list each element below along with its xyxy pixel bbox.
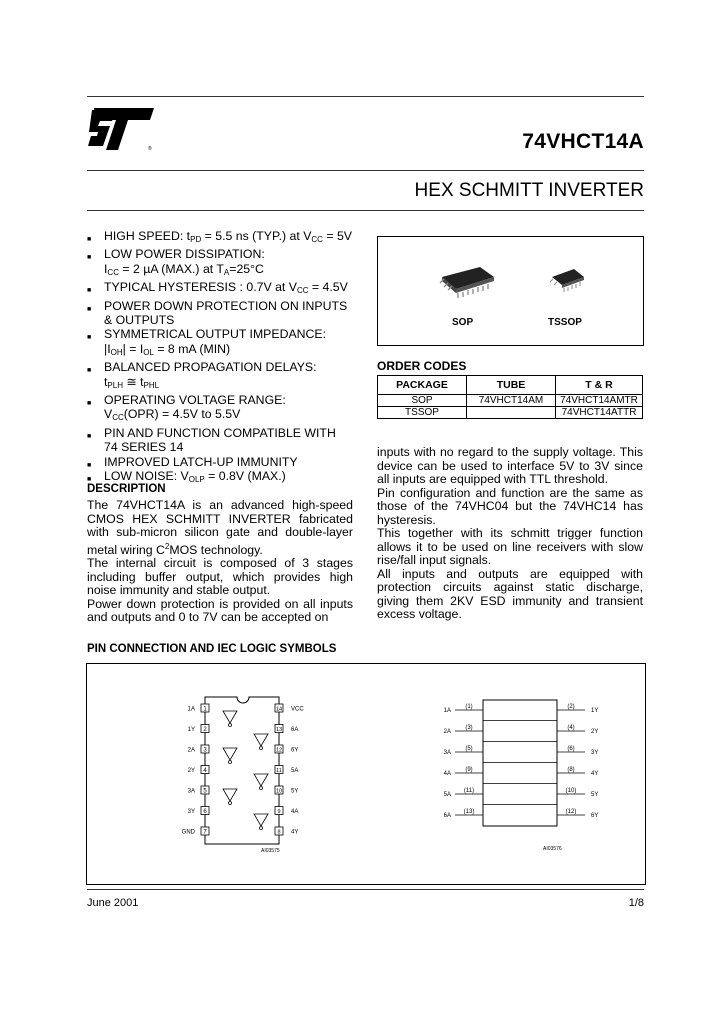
package-images-box [377, 236, 644, 346]
document-subtitle: HEX SCHMITT INVERTER [414, 180, 644, 201]
sop-label: SOP [452, 317, 474, 328]
inverter-gates [223, 711, 268, 830]
bullet-icon: ■ [87, 254, 92, 262]
pin-number: 4 [203, 768, 207, 774]
table-cell: SOP [378, 395, 467, 407]
tssop-package-image [548, 267, 588, 293]
iec-input-number: (9) [465, 767, 473, 773]
paragraph: This together with its schmitt trigger function allows it to be used on line receivers with slow rise/fall input signals. [377, 526, 643, 567]
iec-output-label: 4Y [591, 771, 599, 777]
iec-output-label: 1Y [591, 708, 599, 714]
pin-label: 3A [187, 788, 195, 795]
svg-text:®: ® [148, 146, 152, 152]
pin-label: 1A [187, 706, 195, 713]
table-header: PACKAGE [378, 376, 467, 395]
iec-input-label: 6A [443, 813, 451, 819]
table-row [378, 395, 643, 407]
tssop-label: TSSOP [548, 317, 582, 328]
pin-section-title: PIN CONNECTION AND IEC LOGIC SYMBOLS [87, 643, 337, 655]
iec-input-label: 3A [443, 750, 451, 756]
pin-label: 6Y [291, 747, 299, 754]
pin-label: 2A [187, 747, 195, 754]
sop-package-image [438, 265, 498, 299]
iec-input-number: (1) [465, 704, 473, 710]
part-number: 74VHCT14A [522, 130, 644, 153]
feature-item: ■ HIGH SPEED: $t_{PD} = 5.5$ ns (TYP.) at $V_{CC} = 5V$ [87, 229, 362, 247]
order-codes-title: ORDER CODES [377, 359, 467, 373]
top-rule [87, 96, 644, 97]
feature-item: ■ PIN AND FUNCTION COMPATIBLE WITH 74 SERIES 14 [87, 425, 336, 455]
iec-symbol-box [483, 700, 557, 826]
paragraph: The internal circuit is composed of 3 stages including buffer output, which provides high noise immunity and stable output. [87, 556, 353, 597]
iec-output-number: (12) [565, 809, 577, 815]
bullet-icon: ■ [87, 287, 92, 295]
paragraph: All inputs and outputs are equipped with protection circuits against static discharge, giving them 2KV ESD immunity and transient excess voltage. [377, 566, 643, 621]
bullet-icon: ■ [87, 334, 92, 342]
pin-number: 7 [203, 829, 207, 836]
iec-output-number: (2) [567, 704, 575, 710]
iec-output-number: (8) [567, 767, 575, 773]
title-rule [87, 170, 644, 171]
iec-input-number: (11) [463, 788, 475, 794]
table-header: TUBE [467, 376, 556, 395]
iec-input-label: 5A [443, 792, 451, 798]
pin-number: 11 [276, 768, 282, 774]
description-title: DESCRIPTION [87, 483, 166, 495]
pin-label: 1Y [187, 727, 195, 733]
fig-code-right: AI03576 [543, 846, 562, 852]
pin-label: 4Y [291, 829, 299, 836]
iec-output-label: 6Y [591, 813, 599, 819]
description-left-column [87, 499, 353, 625]
pin-number: 13 [275, 727, 283, 733]
feature-item: ■ LOW NOISE: $V_{OLP} = 0.8V$ (MAX.) [87, 469, 362, 487]
iec-input-label: 1A [443, 708, 451, 714]
pin-number: 5 [203, 788, 207, 795]
pin-number: 3 [203, 747, 207, 754]
iec-input-number: (3) [465, 725, 473, 731]
feature-item: ■ SYMMETRICAL OUTPUT IMPEDANCE: $|I_{OH}| = I_{OL} = 8$ mA (MIN) [87, 327, 327, 357]
pin-number: 1 [203, 706, 207, 713]
footer-page-number: 1/8 [628, 897, 644, 909]
bullet-icon: ■ [87, 461, 92, 469]
table-cell: 74VHCT14AMTR [556, 395, 643, 407]
pin-label: 6A [291, 727, 299, 733]
iec-input-label: 4A [443, 771, 451, 777]
subtitle-rule [87, 210, 644, 211]
pin-number: 10 [275, 788, 283, 795]
bullet-icon: ■ [87, 236, 92, 243]
table-header-row [378, 376, 643, 395]
table-cell: TSSOP [378, 407, 467, 419]
footer-date: June 2001 [87, 897, 139, 909]
pin-diagram-box [86, 663, 646, 885]
iec-output-label: 3Y [591, 750, 599, 756]
pin-number: 8 [277, 829, 281, 836]
bullet-icon: ■ [87, 305, 92, 313]
order-codes-table [377, 375, 643, 419]
bullet-icon: ■ [87, 432, 92, 440]
feature-item: ■ POWER DOWN PROTECTION ON INPUTS & OUTPUTS [87, 298, 348, 328]
pin-number: 2 [203, 727, 207, 733]
bullet-icon: ■ [87, 400, 92, 408]
iec-output-number: (4) [567, 725, 575, 731]
feature-item: ■ IMPROVED LATCH-UP IMMUNITY [87, 455, 362, 469]
table-cell: 74VHCT14ATTR [556, 407, 643, 419]
pin-label: 5Y [291, 788, 299, 795]
pin-label: VCC [291, 706, 304, 713]
description-right-column [377, 446, 643, 622]
table-row [378, 407, 643, 419]
table-cell [467, 407, 556, 419]
paragraph: Power down protection is provided on all inputs and outputs and 0 to 7V can be accepted on [87, 596, 353, 624]
iec-output-label: 2Y [591, 729, 599, 735]
iec-output-number: (10) [565, 788, 577, 794]
pin-number: 12 [275, 747, 283, 754]
pin-label: 3Y [187, 809, 195, 815]
pin-diagram [87, 664, 645, 884]
feature-item: ■ BALANCED PROPAGATION DELAYS: $t_{PLH}$ ≅ $t_{PHL}$ [87, 360, 317, 390]
bullet-icon: ■ [87, 367, 92, 375]
paragraph: Pin configuration and function are the same as those of the 74VHC04 but the 74VHC14 has hysteresis. [377, 485, 643, 527]
pin-number: 6 [203, 809, 207, 815]
dip-package-outline [205, 697, 279, 844]
pin-label: GND [181, 829, 195, 836]
iec-input-label: 2A [443, 729, 451, 735]
feature-list [87, 229, 362, 488]
fig-code-left: AI03575 [261, 848, 280, 854]
feature-item: ■ TYPICAL HYSTERESIS : 0.7V at $V_{CC} = 4.5V$ [87, 280, 362, 298]
iec-input-number: (13) [463, 809, 475, 815]
table-header: T & R [556, 376, 643, 395]
feature-item: ■ LOW POWER DISSIPATION: $I_{CC} = 2$ µA (MAX.) at $T_A=25^\circ C$ [87, 247, 265, 277]
iec-output-label: 5Y [591, 792, 599, 798]
iec-rows [444, 704, 599, 819]
st-logo [88, 106, 158, 152]
pin-label: 4A [291, 809, 299, 815]
pin-number: 14 [275, 706, 283, 713]
paragraph: inputs with no regard to the supply voltage. This device can be used to interface 5V to 3V since all inputs are equipped with TTL threshold. [377, 445, 643, 486]
pin-number: 9 [277, 809, 281, 815]
footer-rule [87, 889, 644, 890]
paragraph: The 74VHCT14A is an advanced high-speed CMOS HEX SCHMITT INVERTER fabricated with sub-micron silicon gate and double-layer metal wiring $C^2MOS$ technology. [87, 498, 353, 557]
iec-output-number: (6) [567, 746, 575, 752]
pin-label: 5A [291, 768, 299, 774]
pin-label: 2Y [187, 768, 195, 774]
iec-input-number: (5) [465, 746, 473, 752]
bullet-icon: ■ [87, 476, 92, 484]
feature-item: ■ OPERATING VOLTAGE RANGE: $V_{CC}(OPR) = 4.5V$ to 5.5V [87, 393, 286, 423]
table-cell: 74VHCT14AM [467, 395, 556, 407]
